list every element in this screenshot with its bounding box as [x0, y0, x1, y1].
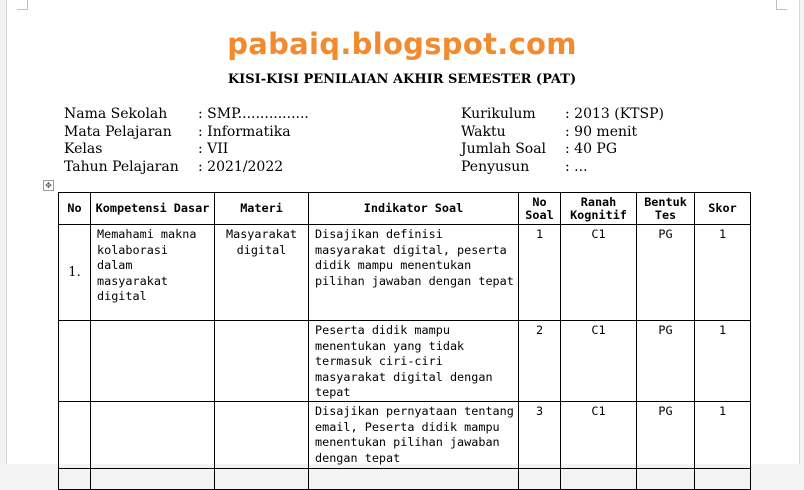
- info-value: : SMP................: [198, 106, 309, 122]
- header-materi: Materi: [215, 193, 309, 225]
- cell-bentuk-tes: PG: [637, 401, 695, 468]
- info-value: : 40 PG: [565, 141, 618, 157]
- info-value: : ...: [565, 158, 588, 175]
- cell-kompetensi-dasar: [91, 401, 215, 468]
- cell-empty: [695, 468, 751, 489]
- cell-materi: [215, 321, 309, 402]
- cell-no: [59, 321, 91, 402]
- cell-skor: 1: [695, 321, 751, 402]
- info-row: [461, 141, 664, 159]
- document-title: KISI-KISI PENILAIAN AKHIR SEMESTER (PAT): [227, 72, 577, 87]
- info-value: : VII: [198, 141, 229, 157]
- info-row: [461, 124, 664, 142]
- info-row: [461, 159, 664, 177]
- header-ranah-kognitif: Ranah Kognitif: [561, 193, 637, 225]
- cell-no-soal: 1: [519, 225, 561, 321]
- info-row: [461, 106, 664, 124]
- kisi-kisi-table: [58, 192, 751, 490]
- info-label: Mata Pelajaran: [64, 123, 172, 140]
- cell-no-soal: 3: [519, 401, 561, 468]
- cell-materi: Masyarakat digital: [215, 225, 309, 321]
- cell-empty: [519, 468, 561, 489]
- table-row: [59, 468, 751, 489]
- margin-marker-right: [776, 0, 787, 10]
- cell-indikator-soal: Disajikan definisi masyarakat digital, peserta didik mampu menentukan pilihan jawaban dengan tepat: [309, 225, 519, 321]
- info-label: Waktu: [461, 123, 506, 140]
- info-label: Tahun Pelajaran: [64, 158, 179, 175]
- info-row: [64, 141, 309, 159]
- info-right-block: [461, 106, 664, 176]
- table-row: [59, 321, 751, 402]
- margin-marker-left: [17, 0, 28, 10]
- cell-bentuk-tes: PG: [637, 321, 695, 402]
- cell-skor: 1: [695, 401, 751, 468]
- cell-empty: [59, 468, 91, 489]
- watermark-text: pabaiq.blogspot.com: [227, 27, 577, 61]
- info-label: Kelas: [64, 141, 103, 157]
- cell-skor: 1: [695, 225, 751, 321]
- info-left-block: [64, 106, 309, 176]
- cell-kompetensi-dasar: [91, 321, 215, 402]
- header-skor: Skor: [695, 193, 751, 225]
- cell-empty: [637, 468, 695, 489]
- cell-empty: [309, 468, 519, 489]
- cell-empty: [215, 468, 309, 489]
- header-indikator-soal: Indikator Soal: [309, 193, 519, 225]
- info-label: Nama Sekolah: [64, 106, 168, 122]
- table-row: [59, 401, 751, 468]
- info-value: : 90 menit: [565, 123, 638, 140]
- cell-empty: [91, 468, 215, 489]
- cell-indikator-soal: Peserta didik mampu menentukan yang tidak termasuk ciri-ciri masyarakat digital dengan tepat: [309, 321, 519, 402]
- table-move-handle-icon[interactable]: ✥: [43, 180, 54, 191]
- info-value: : 2013 (KTSP): [565, 106, 664, 122]
- header-no: No: [59, 193, 91, 225]
- cell-kompetensi-dasar: Memahami makna kolaborasi dalam masyarakat digital: [91, 225, 215, 321]
- header-bentuk-tes: Bentuk Tes: [637, 193, 695, 225]
- info-label: Jumlah Soal: [461, 141, 547, 157]
- info-value: : 2021/2022: [198, 158, 284, 175]
- cell-ranah-kognitif: C1: [561, 401, 637, 468]
- cell-ranah-kognitif: C1: [561, 225, 637, 321]
- cell-bentuk-tes: PG: [637, 225, 695, 321]
- table-header-row: [59, 193, 751, 225]
- info-label: Kurikulum: [461, 106, 536, 122]
- info-label: Penyusun: [461, 158, 530, 175]
- cell-no: [59, 401, 91, 468]
- info-row: [64, 106, 309, 124]
- cell-empty: [561, 468, 637, 489]
- header-kompetensi-dasar: Kompetensi Dasar: [91, 193, 215, 225]
- cell-ranah-kognitif: C1: [561, 321, 637, 402]
- info-row: [64, 124, 309, 142]
- cell-no-soal: 2: [519, 321, 561, 402]
- cell-indikator-soal: Disajikan pernyataan tentang email, Peserta didik mampu menentukan pilihan jawaban dengan tepat: [309, 401, 519, 468]
- info-value: : Informatika: [198, 123, 291, 140]
- cell-no: 1.: [59, 225, 91, 321]
- header-no-soal: No Soal: [519, 193, 561, 225]
- cell-materi: [215, 401, 309, 468]
- info-row: [64, 159, 309, 177]
- table-row: [59, 225, 751, 321]
